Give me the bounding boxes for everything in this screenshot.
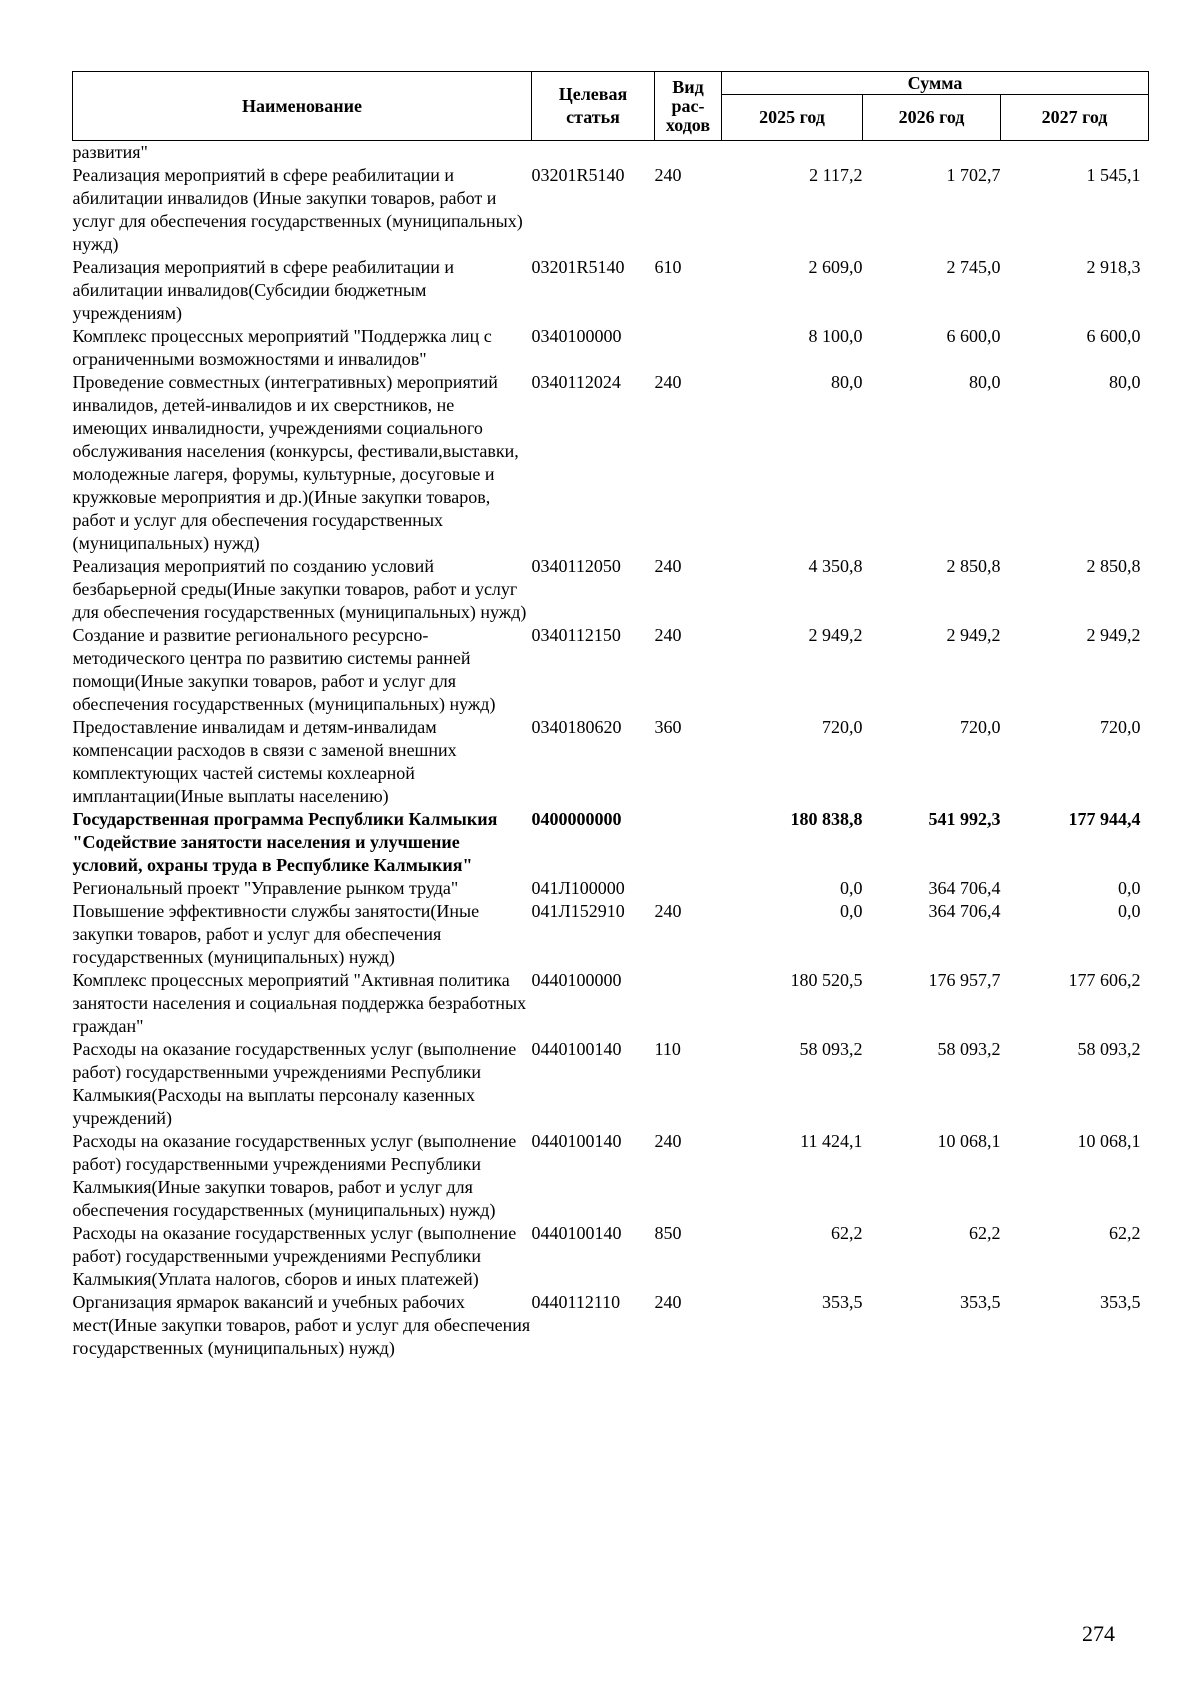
row-amount-2025: 180 520,5 xyxy=(790,970,863,990)
row-amount-2027: 80,0 xyxy=(1109,372,1141,392)
row-target-code: 0440100140 xyxy=(531,1131,622,1151)
row-expense-type xyxy=(655,969,722,1038)
row-amount-2026: 364 706,4 xyxy=(928,878,1001,898)
row-name: Реализация мероприятий в сфере реабилитации и абилитации инвалидов(Субсидии бюджетным учреждениям) xyxy=(72,257,455,323)
row-name: Реализация мероприятий в сфере реабилитации и абилитации инвалидов (Иные закупки товаров, работ и услуг для обеспечения государственных (муниципальных) нужд) xyxy=(72,165,523,254)
row-target-code: 041Л152910 xyxy=(531,901,625,921)
row-name: Повышение эффективности службы занятости(Иные закупки товаров, работ и услуг для обеспечения государственных (муниципальных) нужд) xyxy=(72,901,480,967)
row-name: Государственная программа Республики Калмыкия "Содействие занятости населения и улучшение условий, охраны труда в Республике Калмыкия" xyxy=(72,809,498,875)
row-amount-2025: 8 100,0 xyxy=(808,326,863,346)
row-expense-type: 240 xyxy=(654,1292,682,1312)
row-amount-2025: 720,0 xyxy=(822,717,863,737)
row-expense-type: 850 xyxy=(654,1223,682,1243)
row-amount-2027: 2 918,3 xyxy=(1086,257,1141,277)
document-page xyxy=(72,71,1148,1360)
row-name: Реализация мероприятий по созданию условий безбарьерной среды(Иные закупки товаров, работ и услуг для обеспечения государственных (муниципальных) нужд) xyxy=(72,556,527,622)
row-expense-type xyxy=(655,877,722,900)
row-expense-type: 240 xyxy=(654,901,682,921)
row-amount-2026: 2 949,2 xyxy=(946,625,1001,645)
row-amount-2025 xyxy=(722,141,863,165)
header-name: Наименование xyxy=(73,72,532,141)
row-amount-2025: 58 093,2 xyxy=(799,1039,863,1059)
table-row xyxy=(73,1038,1149,1130)
row-amount-2026: 353,5 xyxy=(960,1292,1001,1312)
table-row xyxy=(73,1291,1149,1360)
row-amount-2027: 353,5 xyxy=(1100,1292,1141,1312)
row-amount-2027: 62,2 xyxy=(1109,1223,1141,1243)
row-name: Организация ярмарок вакансий и учебных рабочих мест(Иные закупки товаров, работ и услуг для обеспечения государственных (муниципальных) нужд) xyxy=(72,1292,531,1358)
row-amount-2026: 80,0 xyxy=(969,372,1001,392)
table-row xyxy=(73,808,1149,877)
row-amount-2027: 58 093,2 xyxy=(1077,1039,1141,1059)
row-name: Проведение совместных (интегративных) мероприятий инвалидов, детей-инвалидов и их сверстников, не имеющих инвалидности, учреждениями социального обслуживания населения (конкурсы, фестивали,выставки, молодежные лагеря, форумы, культурные, досуговые и кружковые мероприятия и др.)(Иные закупки товаров, работ и услуг для обеспечения государственных (муниципальных) нужд) xyxy=(72,372,519,553)
header-sum: Сумма xyxy=(722,72,1149,95)
row-amount-2026: 6 600,0 xyxy=(946,326,1001,346)
row-target-code: 0440100000 xyxy=(531,970,622,990)
row-expense-type: 240 xyxy=(654,372,682,392)
header-year-2026: 2026 год xyxy=(863,95,1001,141)
row-amount-2026: 2 745,0 xyxy=(946,257,1001,277)
row-amount-2027: 1 545,1 xyxy=(1086,165,1141,185)
row-amount-2025: 180 838,8 xyxy=(790,809,863,829)
table-row xyxy=(73,716,1149,808)
budget-table xyxy=(72,71,1149,1360)
table-row xyxy=(73,371,1149,555)
row-name: Комплекс процессных мероприятий "Активная политика занятости населения и социальная поддержка безработных граждан" xyxy=(72,970,527,1036)
row-target-code: 0440100140 xyxy=(531,1223,622,1243)
row-amount-2027: 177 606,2 xyxy=(1068,970,1141,990)
table-row xyxy=(73,555,1149,624)
row-target-code: 0440100140 xyxy=(531,1039,622,1059)
table-row xyxy=(73,969,1149,1038)
row-amount-2026: 2 850,8 xyxy=(946,556,1001,576)
row-target-code: 0340112050 xyxy=(531,556,621,576)
row-name: Расходы на оказание государственных услуг (выполнение работ) государственными учреждениями Республики Калмыкия(Расходы на выплаты персоналу казенных учреждений) xyxy=(72,1039,517,1128)
row-amount-2027: 2 850,8 xyxy=(1086,556,1141,576)
row-target-code: 0340100000 xyxy=(531,326,622,346)
row-expense-type: 110 xyxy=(654,1039,681,1059)
row-amount-2025: 2 609,0 xyxy=(808,257,863,277)
row-name: Расходы на оказание государственных услуг (выполнение работ) государственными учреждениями Республики Калмыкия(Уплата налогов, сборов и иных платежей) xyxy=(72,1223,517,1289)
row-amount-2025: 0,0 xyxy=(840,901,863,921)
table-header xyxy=(73,72,1149,141)
table-row xyxy=(73,900,1149,969)
table-row xyxy=(73,325,1149,371)
row-name: Предоставление инвалидам и детям-инвалидам компенсации расходов в связи с заменой внешних комплектующих частей системы кохлеарной имплантации(Иные выплаты населению) xyxy=(72,717,457,806)
table-row xyxy=(73,624,1149,716)
table-row xyxy=(73,1130,1149,1222)
row-amount-2026: 364 706,4 xyxy=(928,901,1001,921)
row-target-code: 041Л100000 xyxy=(531,878,625,898)
table-row xyxy=(73,256,1149,325)
table-row xyxy=(73,877,1149,900)
row-amount-2025: 4 350,8 xyxy=(808,556,863,576)
table-row xyxy=(73,164,1149,256)
table-row xyxy=(73,1222,1149,1291)
row-target-code: 03201R5140 xyxy=(531,257,625,277)
row-amount-2026 xyxy=(863,141,1001,165)
row-name: развития" xyxy=(72,142,148,162)
row-amount-2025: 2 949,2 xyxy=(808,625,863,645)
row-amount-2027: 0,0 xyxy=(1118,878,1141,898)
row-amount-2026: 62,2 xyxy=(969,1223,1001,1243)
row-expense-type: 610 xyxy=(654,257,682,277)
row-name: Создание и развитие регионального ресурсно-методического центра по развитию системы ранней помощи(Иные закупки товаров, работ и услуг для обеспечения государственных (муниципальных) нужд) xyxy=(72,625,496,714)
row-name: Комплекс процессных мероприятий "Поддержка лиц с ограниченными возможностями и инвалидов" xyxy=(72,326,492,369)
row-amount-2026: 720,0 xyxy=(960,717,1001,737)
header-target: Целевая статья xyxy=(532,72,655,141)
row-expense-type: 240 xyxy=(654,1131,682,1151)
row-expense-type: 240 xyxy=(654,556,682,576)
row-amount-2025: 0,0 xyxy=(840,878,863,898)
row-amount-2026: 176 957,7 xyxy=(928,970,1001,990)
row-expense-type xyxy=(655,325,722,371)
row-target-code xyxy=(532,141,655,165)
row-amount-2027: 10 068,1 xyxy=(1077,1131,1141,1151)
row-amount-2026: 10 068,1 xyxy=(937,1131,1001,1151)
row-target-code: 0340112024 xyxy=(531,372,621,392)
row-amount-2027: 2 949,2 xyxy=(1086,625,1141,645)
row-amount-2027 xyxy=(1001,141,1149,165)
row-amount-2027: 177 944,4 xyxy=(1068,809,1141,829)
row-target-code: 03201R5140 xyxy=(531,165,625,185)
header-year-2025: 2025 год xyxy=(722,95,863,141)
row-amount-2025: 2 117,2 xyxy=(809,165,863,185)
row-expense-type: 240 xyxy=(654,165,682,185)
row-target-code: 0400000000 xyxy=(531,809,622,829)
row-expense-type xyxy=(655,808,722,877)
row-expense-type: 360 xyxy=(654,717,682,737)
row-amount-2026: 1 702,7 xyxy=(946,165,1001,185)
row-amount-2026: 58 093,2 xyxy=(937,1039,1001,1059)
row-amount-2026: 541 992,3 xyxy=(928,809,1001,829)
header-type: Вид рас-ходов xyxy=(655,72,722,141)
row-target-code: 0340112150 xyxy=(531,625,621,645)
table-row xyxy=(73,141,1149,165)
table-body xyxy=(73,141,1149,1361)
row-expense-type xyxy=(655,141,722,165)
row-target-code: 0340180620 xyxy=(531,717,622,737)
row-name: Расходы на оказание государственных услуг (выполнение работ) государственными учреждениями Республики Калмыкия(Иные закупки товаров, работ и услуг для обеспечения государственных (муниципальных) нужд) xyxy=(72,1131,517,1220)
page-number: 274 xyxy=(1082,1621,1115,1646)
row-amount-2025: 80,0 xyxy=(831,372,863,392)
header-year-2027: 2027 год xyxy=(1001,95,1149,141)
row-name: Региональный проект "Управление рынком труда" xyxy=(72,878,459,898)
row-amount-2025: 62,2 xyxy=(831,1223,863,1243)
row-target-code: 0440112110 xyxy=(531,1292,621,1312)
row-amount-2027: 720,0 xyxy=(1100,717,1141,737)
row-amount-2027: 0,0 xyxy=(1118,901,1141,921)
row-amount-2027: 6 600,0 xyxy=(1086,326,1141,346)
row-amount-2025: 11 424,1 xyxy=(800,1131,863,1151)
row-amount-2025: 353,5 xyxy=(822,1292,863,1312)
row-expense-type: 240 xyxy=(654,625,682,645)
